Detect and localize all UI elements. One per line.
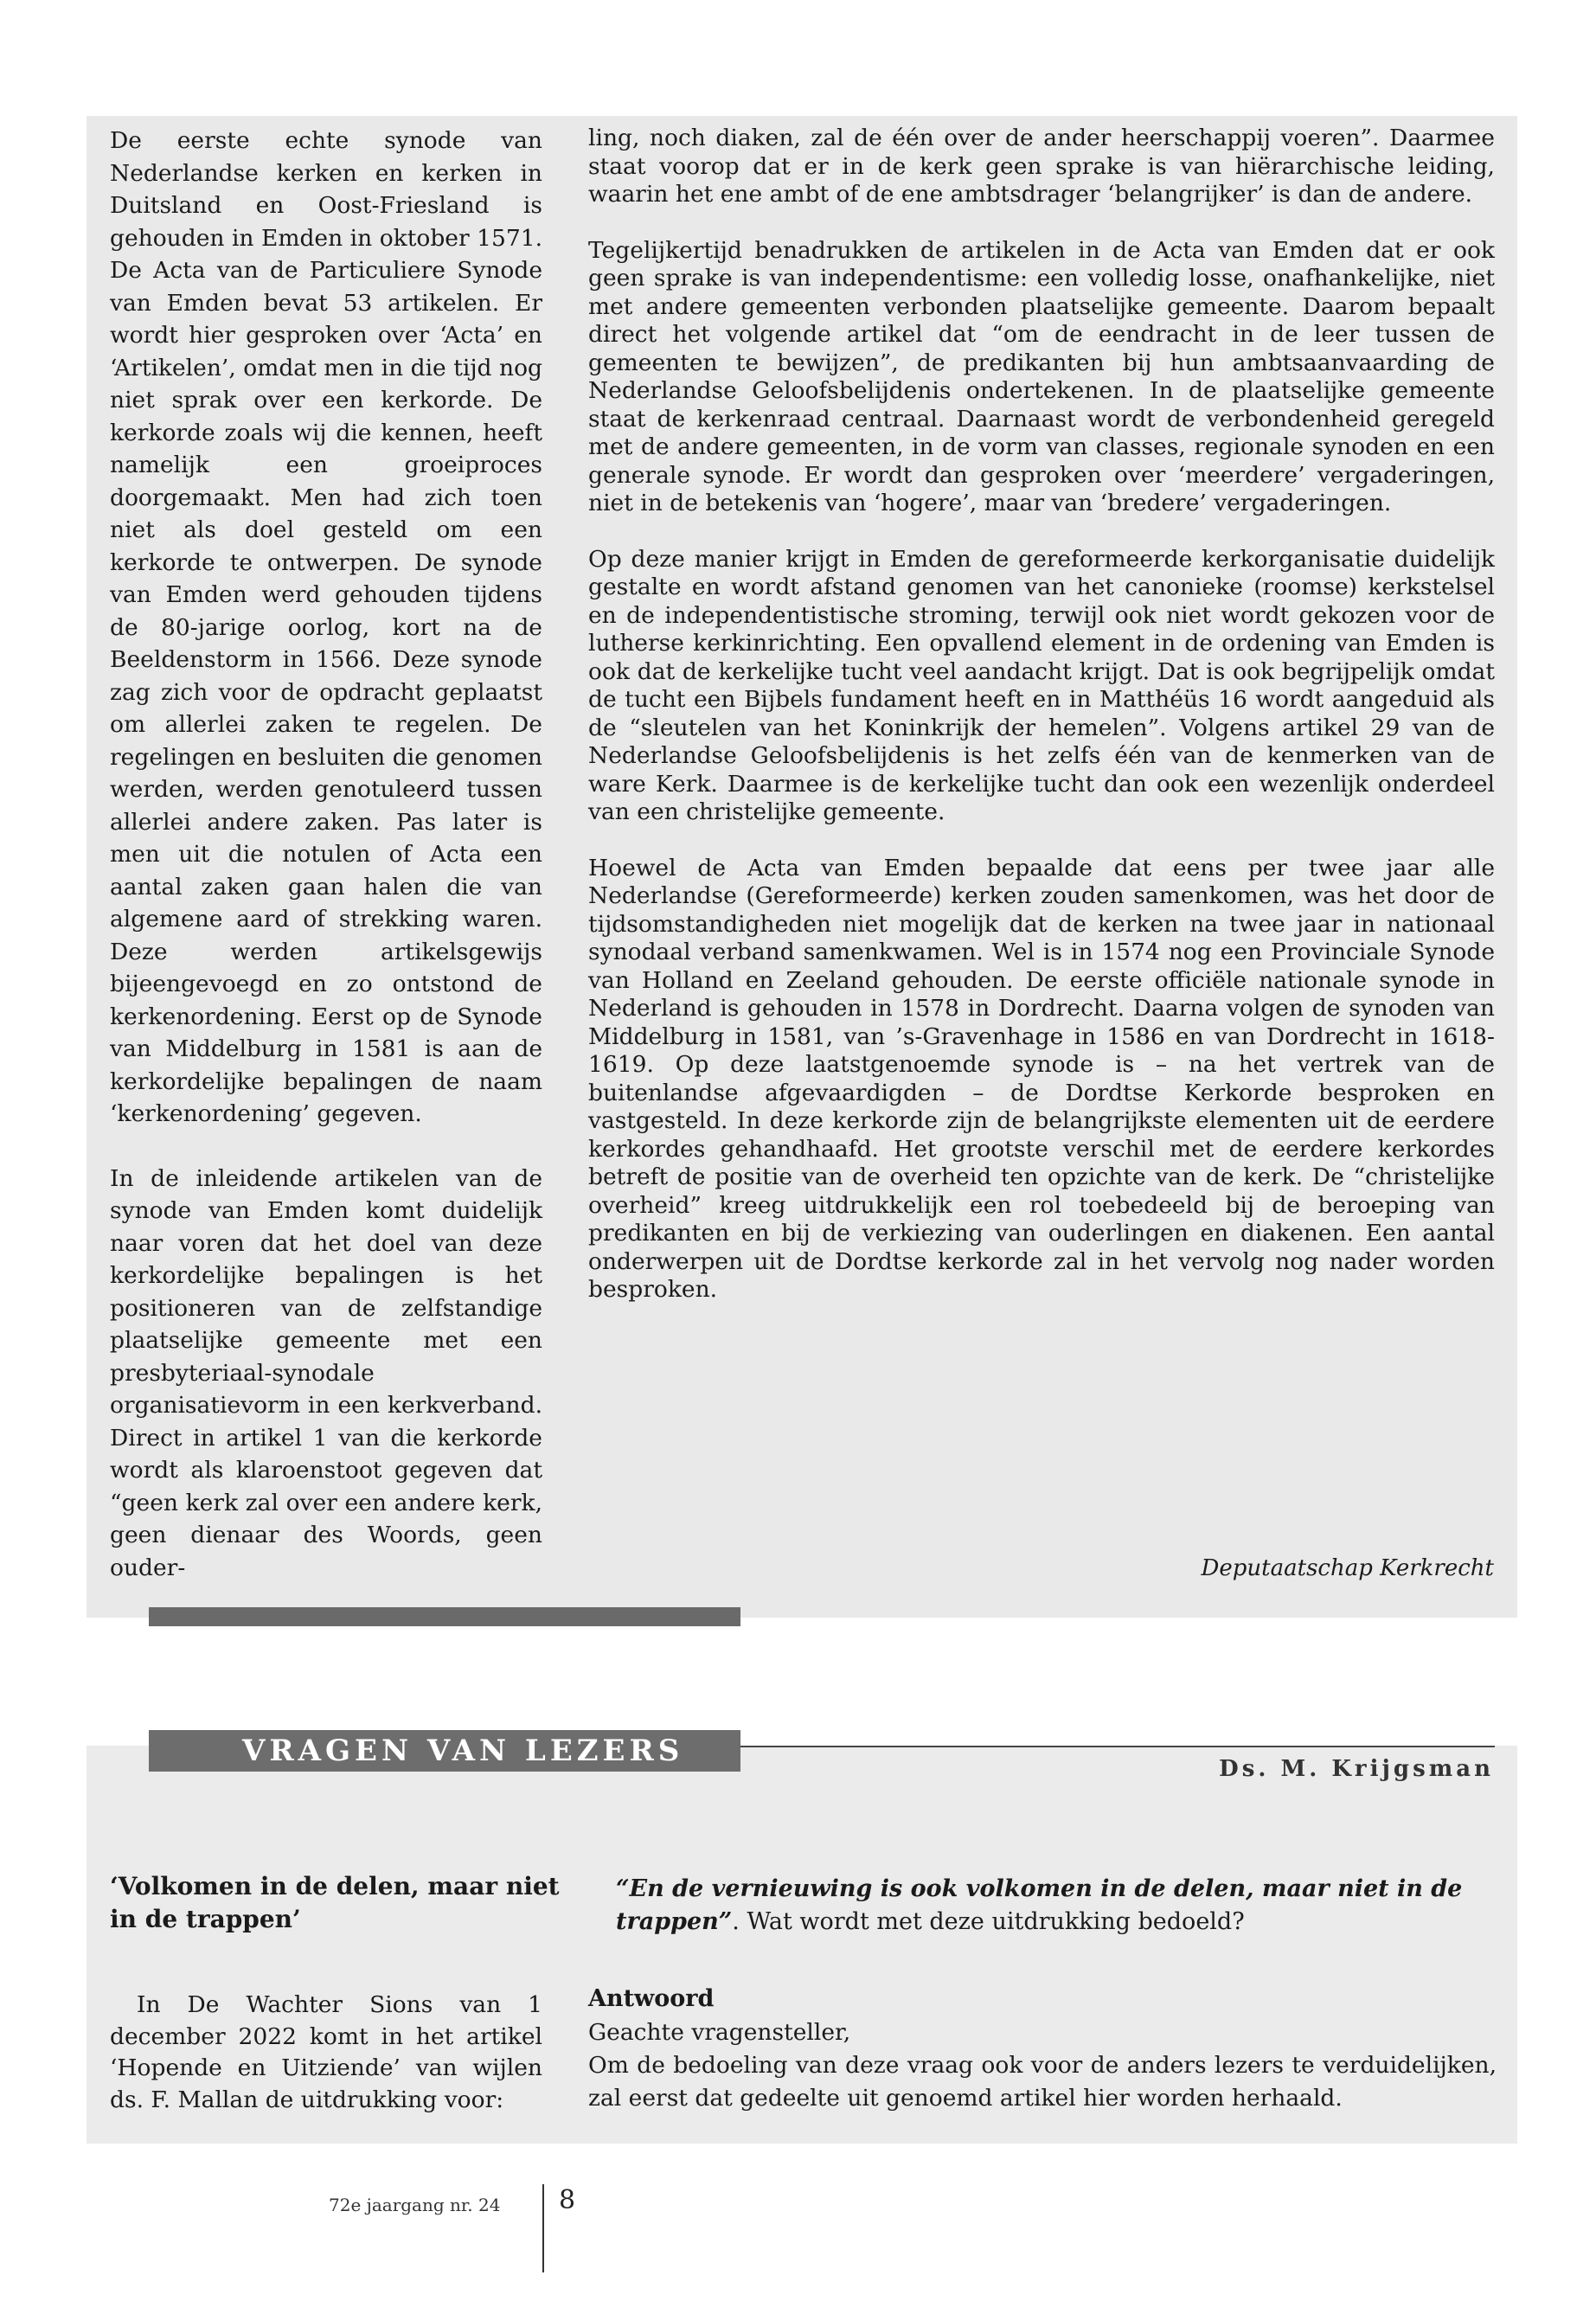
author-byline: Ds. M. Krijgsman (1219, 1756, 1494, 1782)
section-header: VRAGEN VAN LEZERS (149, 1730, 740, 1772)
answer-body (588, 2016, 1497, 2115)
article-paragraph: Tegelijkertijd benadrukken de artikelen in de Acta van Emden dat er ook geen sprake is van independentisme: een volledig losse, onafhankelijke, niet met andere gemeenten verbonden plaatselijke gemeente. Daarom bepaalt direct het volgende artikel dat “om de eendracht in de leer tussen de gemeenten te bewijzen”, de predikanten bij hun ambtsaanvaarding de Nederlandse Geloofsbelijdenis ondertekenen. In de plaatselijke gemeente staat de kerkenraad centraal. Daarnaast wordt de verbondenheid geregeld met de andere gemeenten, in de vorm van classes, regionale synoden en een generale synode. Er wordt dan gesproken over ‘meerdere’ vergaderingen, niet in de betekenis van ‘hogere’, maar van ‘bredere’ vergaderingen. (588, 236, 1495, 516)
quote-rest: . Wat wordt met deze uitdrukking bedoeld? (732, 1908, 1245, 1935)
question-quote (616, 1873, 1516, 1939)
article-signature: Deputaatschap Kerkrecht (1201, 1555, 1494, 1581)
question-title: ‘Volkomen in de delen, maar niet in de trappen’ (110, 1872, 560, 1933)
header-rule (740, 1746, 1495, 1747)
article-paragraph: De eerste echte synode van Nederlandse kerken en kerken in Duitsland en Oost-Friesland is gehouden in Emden in oktober 1571. De Acta van de Particuliere Synode van Emden bevat 53 artikelen. Er wordt hier gesproken over ‘Acta’ en ‘Artikelen’, omdat men in die tijd nog niet sprak over een kerkorde. De kerkorde zoals wij die kennen, heeft namelijk een groeiproces doorgemaakt. Men had zich toen niet als doel gesteld om een kerkorde te ontwerpen. De synode van Emden werd gehouden tijdens de 80-jarige oorlog, kort na de Beeldenstorm in 1566. Deze synode zag zich voor de opdracht geplaatst om allerlei zaken te regelen. De regelingen en besluiten die genomen werden, werden genotuleerd tussen allerlei andere zaken. Pas later is men uit die notulen of Acta een aantal zaken gaan halen die van algemene aard of strekking waren. Deze werden artikelsgewijs bijeengevoegd en zo ontstond de kerkenordening. Eerst op de Synode van Middelburg in 1581 is aan de kerkordelijke bepalingen de naam ‘kerkenordening’ gegeven. (110, 127, 542, 1127)
article-right-column (588, 125, 1495, 1304)
quote-italic: “En de vernieuwing is ook volkomen in de delen, maar niet in de trappen” (616, 1875, 1463, 1935)
question-intro: In De Wachter Sions van 1 december 2022 komt in het artikel ‘Hopende en Uitziende’ van wijlen ds. F. Mallan de uitdrukking voor: (110, 1991, 542, 2113)
footer-divider (542, 2184, 544, 2272)
article-paragraph: In de inleidende artikelen van de synode van Emden komt duidelijk naar voren dat het doel van deze kerkordelijke bepalingen is het positioneren van de zelfstandige plaatselijke gemeente met een presbyteriaal-synodale organisatievorm in een kerkverband. Direct in artikel 1 van die kerkorde wordt als klaroenstoot gegeven dat “geen kerk zal over een andere kerk, geen dienaar des Woords, geen ouder- (110, 1164, 542, 1581)
article-left-column (110, 125, 542, 1584)
answer-heading: Antwoord (588, 1985, 715, 2012)
page-number: 8 (559, 2185, 576, 2215)
answer-text: Om de bedoeling van deze vraag ook voor de anders lezers te verduidelijken, zal eerst dat gedeelte uit genoemd artikel hier worden herhaald. (588, 2052, 1497, 2112)
footer-volume: 72e jaargang nr. 24 (329, 2195, 501, 2215)
answer-greeting: Geachte vragensteller, (588, 2019, 851, 2046)
article-paragraph: Op deze manier krijgt in Emden de gereformeerde kerkorganisatie duidelijk gestalte en wordt afstand genomen van het canonieke (roomse) kerkstelsel en de independentistische stroming, terwijl ook niet wordt gekozen voor de lutherse kerkinrichting. Een opvallend element in de ordening van Emden is ook dat de kerkelijke tucht veel aandacht krijgt. Dat is ook begrijpelijk omdat de tucht een Bijbels fundament heeft en in Matthéüs 16 wordt aangeduid als de “sleutelen van het Koninkrijk der hemelen”. Volgens artikel 29 van de Nederlandse Geloofsbelijdenis is het zelfs één van de kenmerken van de ware Kerk. Daarmee is de kerkelijke tucht dan ook een wezenlijk onderdeel van een christelijke gemeente. (588, 545, 1495, 825)
article-paragraph: Hoewel de Acta van Emden bepaalde dat eens per twee jaar alle Nederlandse (Gereformeerde) kerken zouden samenkomen, was het door de tijdsomstandigheden niet mogelijk dat de kerken na twee jaar in nationaal synodaal verband samenkwamen. Wel is in 1574 nog een Provinciale Synode van Holland en Zeeland gehouden. De eerste officiële nationale synode in Nederland is gehouden in 1578 in Dordrecht. Daarna volgen de synoden van Middelburg in 1581, van ’s-Gravenhage in 1586 en van Dordrecht in 1618-1619. Op deze laatstgenoemde synode is – na het vertrek van de buitenlandse afgevaardigden – de Dordtse Kerkorde besproken en vastgesteld. In deze kerkorde zijn de belangrijkste elementen uit de eerdere kerkordes gehandhaafd. Het grootste verschil met de eerdere kerkordes betreft de positie van de overheid ten opzichte van de kerk. De “christelijke overheid” kreeg uitdrukkelijk een rol toebedeeld bij de beroeping van predikanten en bij de verkiezing van ouderlingen en diakenen. Een aantal onderwerpen uit de Dordtse kerkorde zal in het vervolg nog nader worden besproken. (588, 854, 1495, 1303)
article-paragraph: ling, noch diaken, zal de één over de ander heerschappij voeren”. Daarmee staat voorop dat er in de kerk geen sprake is van hiërarchische leiding, waarin het ene ambt of de ene ambtsdrager ‘belangrijker’ is dan de andere. (588, 125, 1495, 208)
section-divider-bar (149, 1607, 740, 1626)
